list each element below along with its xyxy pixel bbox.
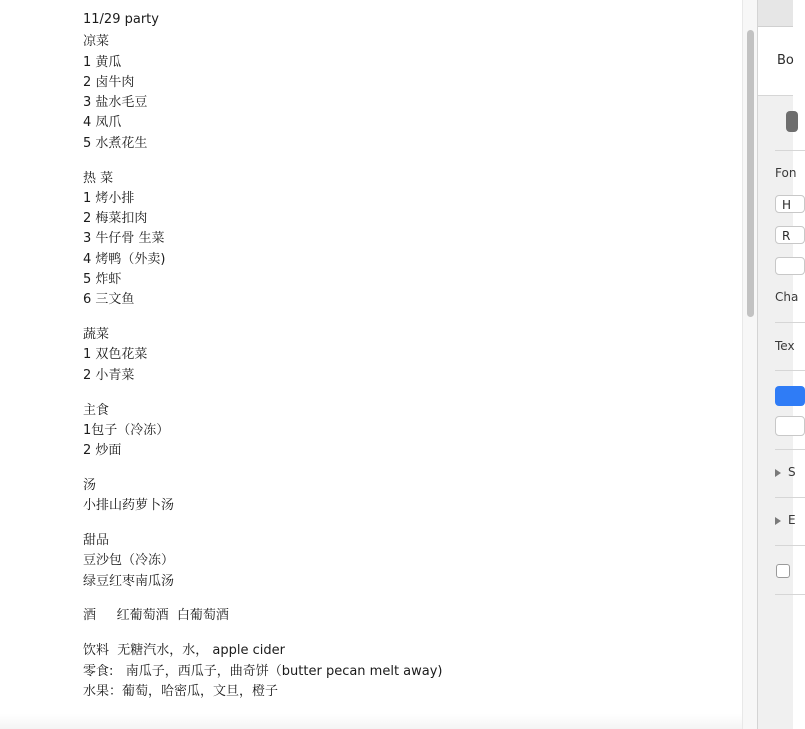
section-heading: 酒 红葡萄酒 白葡萄酒 — [83, 608, 229, 624]
section-heading: 汤 — [83, 477, 97, 493]
list-item: 小排山药萝卜汤 — [83, 498, 175, 514]
divider — [775, 322, 805, 323]
document-title: 11/29 party — [83, 12, 159, 27]
section-vegetables — [83, 325, 443, 386]
font-size-field[interactable] — [775, 257, 805, 275]
list-item: 零食: 南瓜子，西瓜子，曲奇饼（butter pecan melt away) — [83, 663, 443, 679]
font-family-select[interactable]: H — [775, 195, 805, 213]
list-item: 4 凤爪 — [83, 115, 122, 131]
section-staples — [83, 401, 443, 462]
list-item: 2 小青菜 — [83, 367, 135, 383]
character-styles-label: Cha — [775, 290, 799, 304]
document-body[interactable] — [83, 10, 443, 702]
section-soup — [83, 476, 443, 517]
list-item: 水果：葡萄，哈密瓜，文旦，橙子 — [83, 683, 279, 699]
inspector-tab-row[interactable] — [758, 27, 793, 96]
section-heading: 凉菜 — [83, 34, 110, 50]
font-section-label: Fon — [775, 166, 797, 180]
text-color-label: Tex — [775, 339, 795, 353]
section-wine — [83, 606, 443, 626]
section-hot-dishes — [83, 169, 443, 311]
section-drinks-snacks-fruit — [83, 641, 443, 702]
format-inspector-panel — [757, 0, 799, 729]
list-item: 1 烤小排 — [83, 190, 135, 206]
list-item: 绿豆红枣南瓜汤 — [83, 573, 175, 589]
font-style-select[interactable]: R — [775, 226, 805, 244]
list-item: 1 黄瓜 — [83, 54, 122, 70]
list-item: 5 炸虾 — [83, 272, 122, 288]
disclosure-triangle-icon[interactable] — [775, 517, 781, 525]
list-item: 2 梅菜扣肉 — [83, 211, 148, 227]
list-item: 5 水煮花生 — [83, 135, 148, 151]
section-heading: 主食 — [83, 402, 110, 418]
list-item: 豆沙包（冷冻） — [83, 553, 175, 569]
section-heading: 甜品 — [83, 533, 110, 549]
list-item: 1 双色花菜 — [83, 347, 148, 363]
inspector-toolbar — [758, 0, 793, 27]
list-item: 3 盐水毛豆 — [83, 95, 148, 111]
list-item: 6 三文鱼 — [83, 292, 135, 308]
list-item: 2 炒面 — [83, 443, 122, 459]
bullets-section-label[interactable]: E — [788, 513, 796, 527]
alignment-button[interactable] — [775, 416, 805, 436]
divider — [775, 545, 805, 546]
divider — [775, 497, 805, 498]
option-checkbox[interactable] — [776, 564, 790, 578]
section-cold-dishes — [83, 32, 443, 154]
divider — [775, 150, 805, 151]
section-heading: 饮料 无糖汽水，水， apple cider — [83, 643, 285, 659]
divider — [775, 370, 805, 371]
divider — [775, 449, 805, 450]
list-item: 1包子（冷冻） — [83, 422, 170, 438]
section-heading: 热 菜 — [83, 170, 114, 186]
disclosure-triangle-icon[interactable] — [775, 469, 781, 477]
list-item: 3 牛仔骨 生菜 — [83, 231, 165, 247]
section-heading: 蔬菜 — [83, 327, 110, 343]
scrollbar-thumb[interactable] — [747, 30, 754, 317]
list-item: 4 烤鸭（外卖) — [83, 251, 166, 267]
paragraph-style-button[interactable] — [786, 111, 798, 132]
section-desserts — [83, 531, 443, 592]
spacing-section-label[interactable]: S — [788, 465, 796, 479]
vertical-scrollbar[interactable] — [742, 0, 758, 729]
tab-body[interactable]: Bo — [777, 53, 794, 68]
document-bottom-edge — [0, 714, 742, 729]
list-item: 2 卤牛肉 — [83, 74, 135, 90]
divider — [775, 594, 805, 595]
alignment-button-selected[interactable] — [775, 386, 805, 406]
